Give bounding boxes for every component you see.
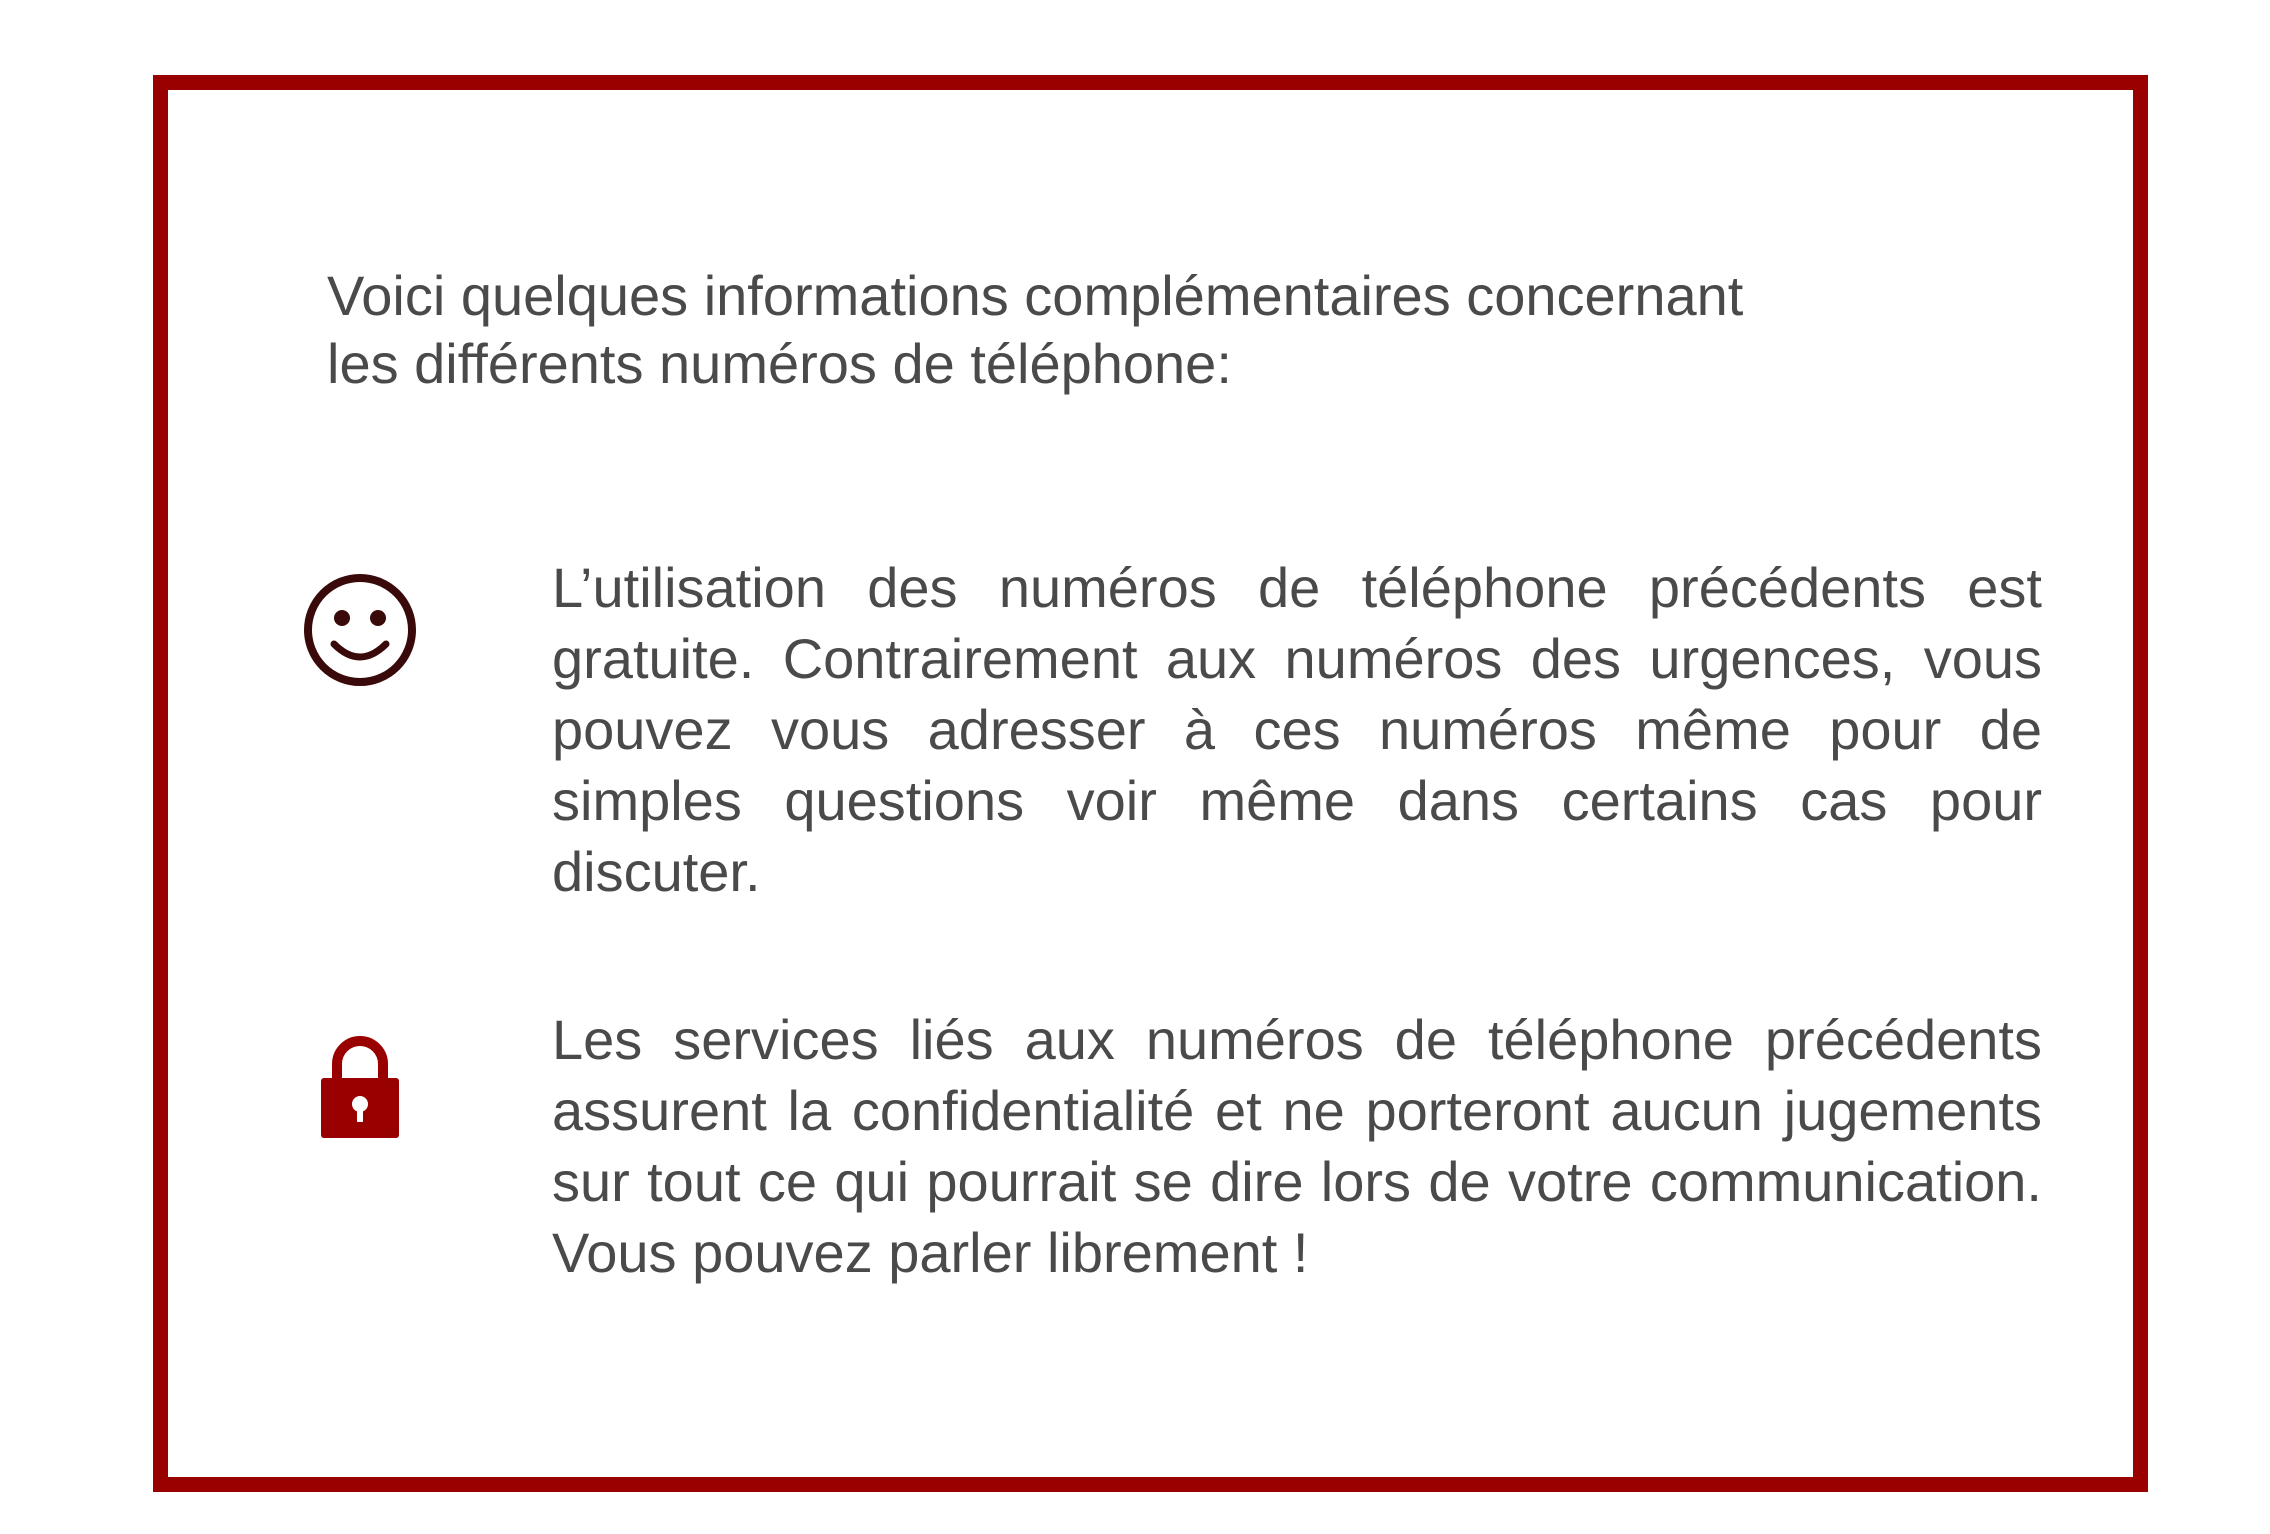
intro-line-1: Voici quelques informations complémentaires concernant — [327, 264, 1744, 327]
intro-line-2: les différents numéros de téléphone: — [327, 332, 1232, 395]
intro-text — [327, 262, 1907, 398]
confidentiality-paragraph: Les services liés aux numéros de téléphone précédents assurent la confidentialité et ne porteront aucun jugements sur tout ce qui pourrait se dire lors de votre communication. Vous pouvez parler librement ! — [552, 1008, 2042, 1284]
smiley-face-icon — [300, 570, 420, 690]
free-usage-paragraph: L’utilisation des numéros de téléphone précédents est gratuite. Contrairement aux numéros des urgences, vous pouvez vous adresser à ces numéros même pour de simples questions voir même dans certains cas pour discuter. — [552, 556, 2042, 903]
padlock-icon — [315, 1028, 405, 1143]
